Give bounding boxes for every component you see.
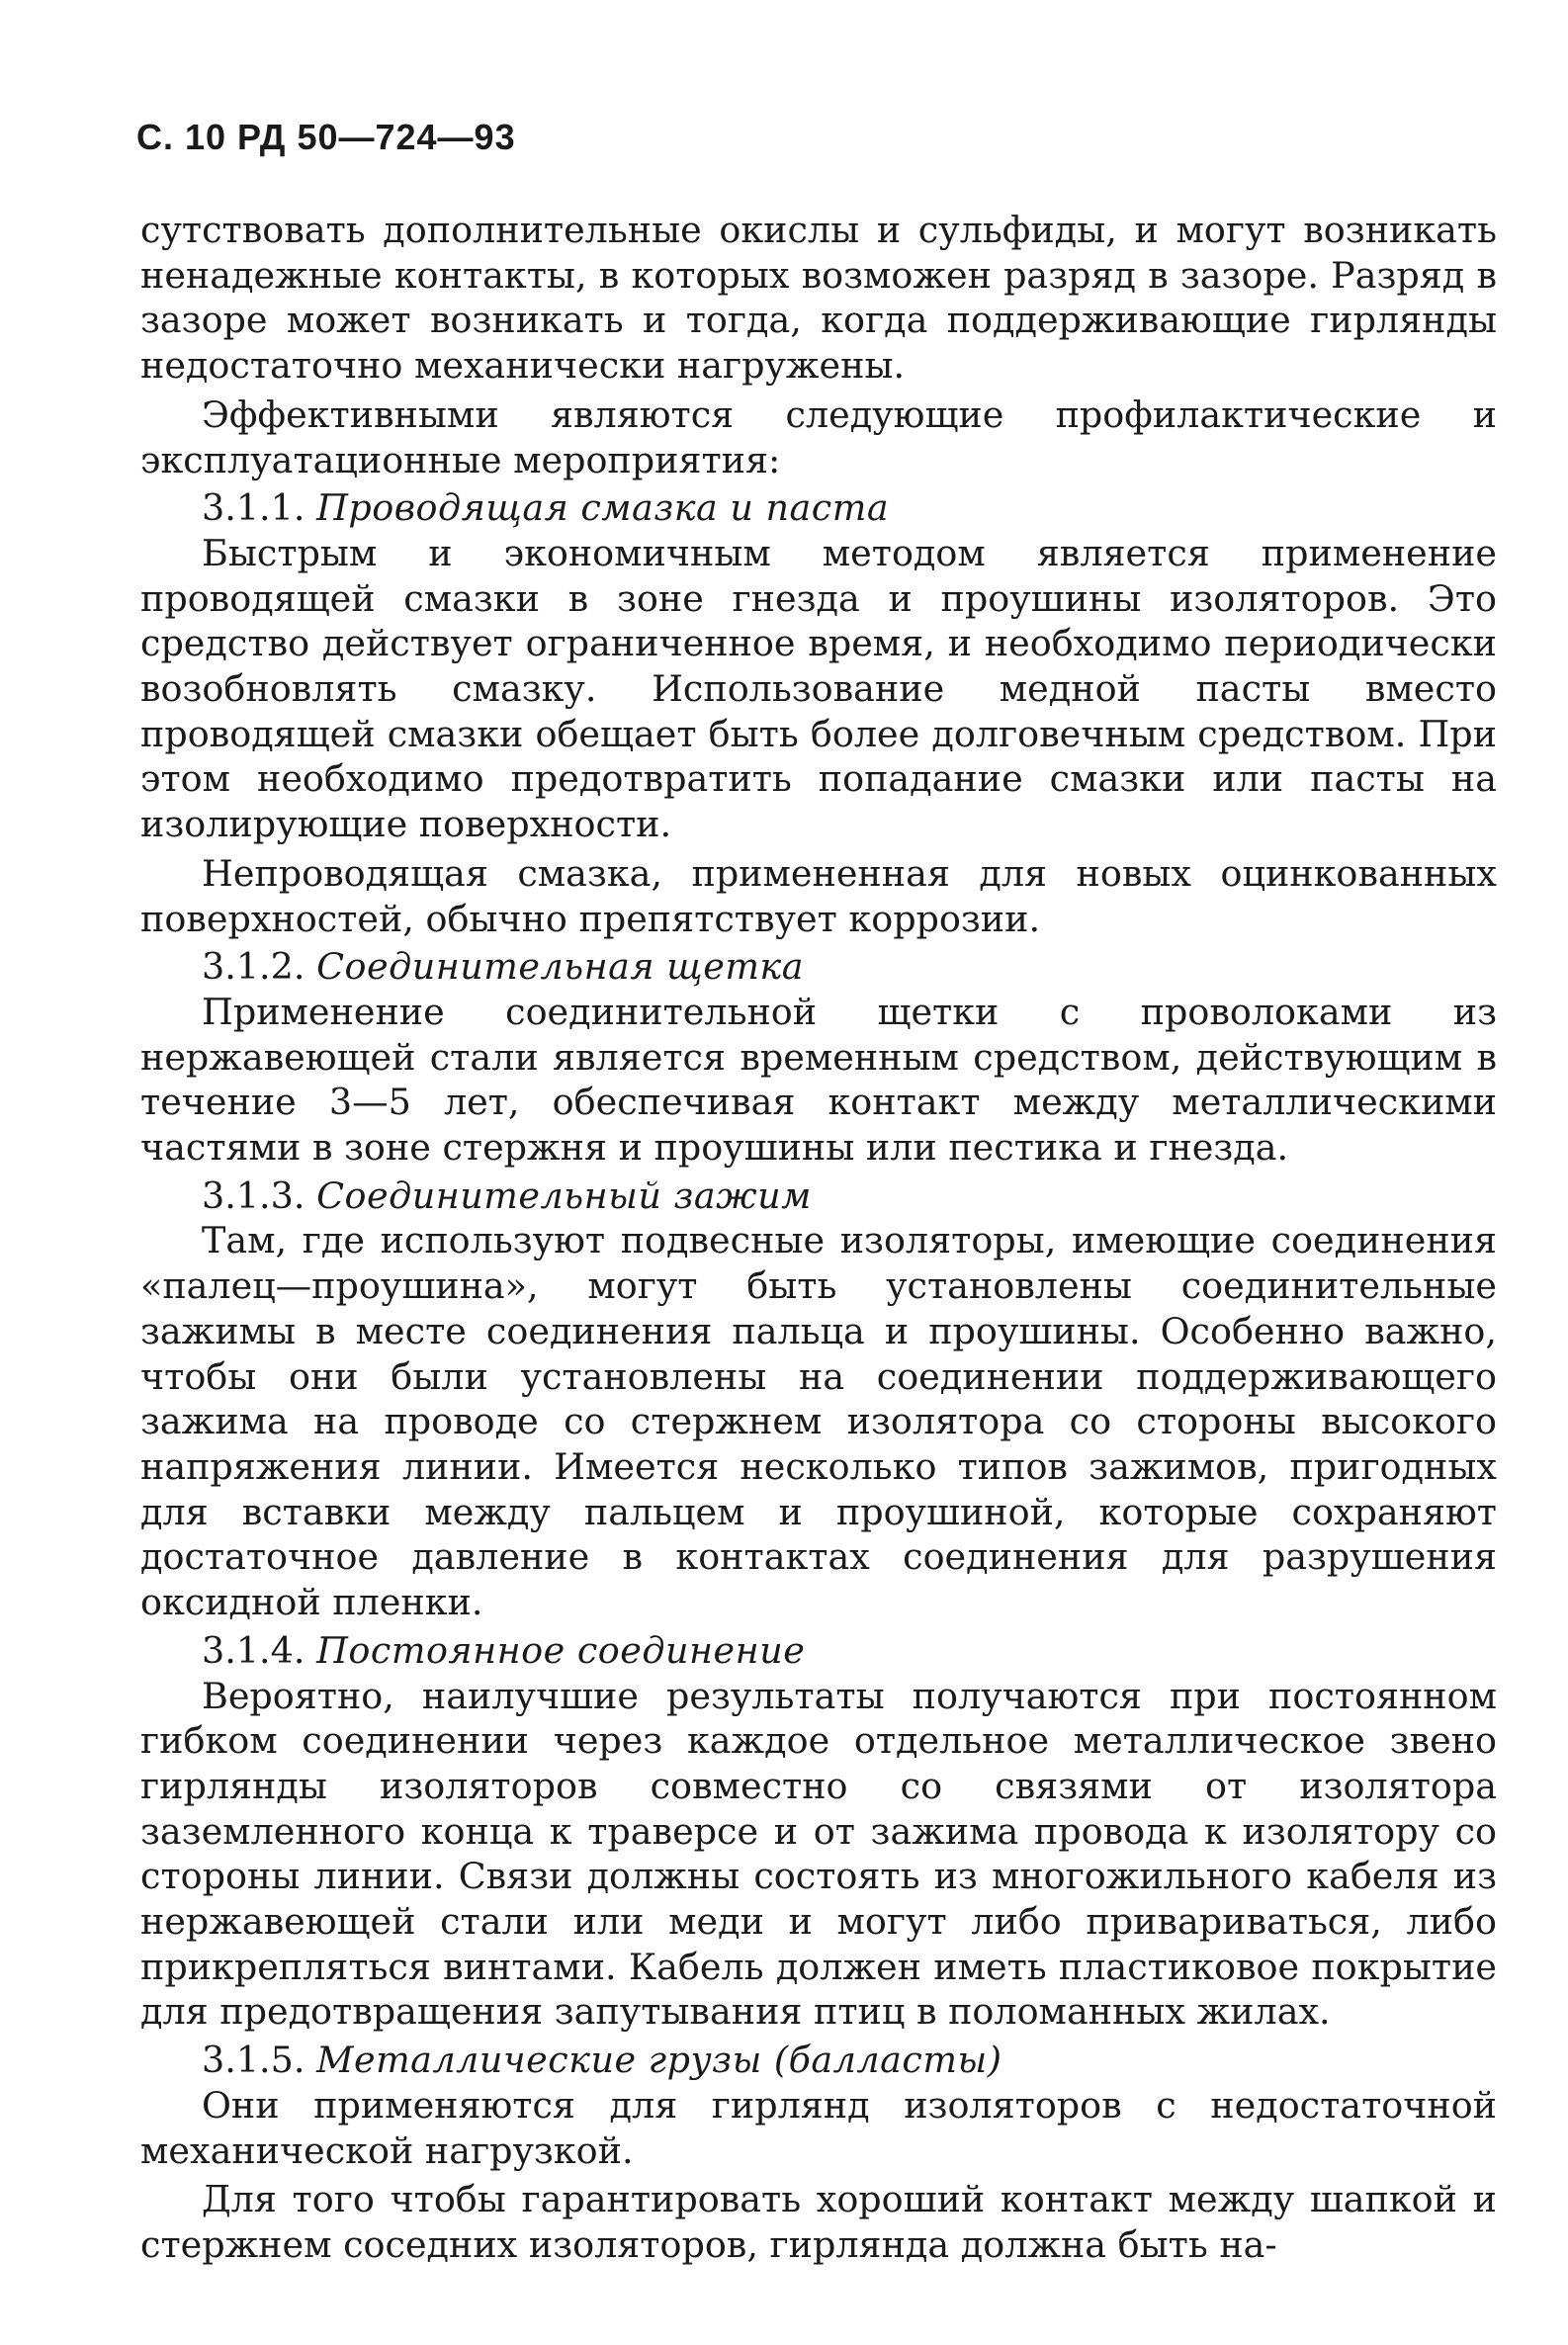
section-heading-3-1-5 [140, 2038, 1497, 2083]
paragraph-connecting-clamp: Там, где используют подвесные изоляторы, имеющие соединения «палец—проушина», могут быть установлены соединительные зажимы в месте соединения пальца и проушины. Особенно важно, чтобы они были установлены на соединении поддерживающего зажима на проводе со стержнем изолятора со стороны высокого напряжения линии. Имеется несколько типов зажимов, пригодных для вставки между пальцем и проушиной, которые сохраняют достаточное давление в контактах соединения для разрушения оксидной пленки. [140, 1219, 1497, 1624]
paragraph-measures-intro: Эффективными являются следующие профилактические и эксплуатационные мероприятия: [140, 392, 1497, 481]
paragraph-nonconductive-grease: Непроводящая смазка, примененная для новых оцинкованных поверхностей, обычно препятствует коррозии. [140, 851, 1497, 940]
section-number: 3.1.2. [202, 945, 305, 989]
paragraph-metal-weights: Они применяются для гирлянд изоляторов с недостаточной механической нагрузкой. [140, 2083, 1497, 2172]
section-title: Постоянное соединение [316, 1628, 806, 1672]
paragraph-permanent-connection: Вероятно, наилучшие результаты получаются при постоянном гибком соединении через каждое отдельное металлическое звено гирлянды изоляторов совместно со связями от изолятора заземленного конца к траверсе и от зажима провода к изолятору со стороны линии. Связи должны состоять из многожильного кабеля из нержавеющей стали или меди и могут либо привариваться, либо прикрепляться винтами. Кабель должен иметь пластиковое покрытие для предотвращения запутывания птиц в поломанных жилах. [140, 1674, 1497, 2034]
paragraph-good-contact: Для того чтобы гарантировать хороший контакт между шапкой и стержнем соседних изоляторов, гирлянда должна быть на- [140, 2178, 1497, 2266]
section-title: Проводящая смазка и паста [316, 486, 890, 530]
paragraph-conductive-grease: Быстрым и экономичным методом является применение проводящей смазки в зоне гнезда и проушины изоляторов. Это средство действует ограниченное время, и необходимо периодически возобновлять смазку. Использование медной пасты вместо проводящей смазки обещает быть более долговечным средством. При этом необходимо предотвратить попадание смазки или пасты на изолирующие поверхности. [140, 531, 1497, 846]
section-number: 3.1.1. [202, 486, 305, 530]
section-number: 3.1.4. [202, 1628, 305, 1672]
paragraph-continuation: сутствовать дополнительные окислы и сульфиды, и могут возникать ненадежные контакты, в которых возможен разряд в зазоре. Разряд в зазоре может возникать и тогда, когда поддерживающие гирлянды недостаточно механически нагружены. [140, 209, 1497, 388]
section-number: 3.1.3. [202, 1173, 305, 1217]
section-heading-3-1-4 [140, 1628, 1497, 1674]
section-title: Металлические грузы (балласты) [316, 2039, 1002, 2082]
body-text [140, 208, 1497, 2268]
section-heading-3-1-1 [140, 485, 1497, 531]
section-title: Соединительная щетка [316, 945, 804, 989]
running-head: С. 10 РД 50—724—93 [136, 117, 516, 157]
paragraph-connecting-brush: Применение соединительной щетки с проволоками из нержавеющей стали является временным средством, действующим в течение 3—5 лет, обеспечивая контакт между металлическими частями в зоне стержня и проушины или пестика и гнезда. [140, 990, 1497, 1170]
section-number: 3.1.5. [202, 2039, 305, 2082]
section-heading-3-1-3 [140, 1173, 1497, 1219]
section-heading-3-1-2 [140, 944, 1497, 990]
section-title: Соединительный зажим [316, 1173, 812, 1217]
